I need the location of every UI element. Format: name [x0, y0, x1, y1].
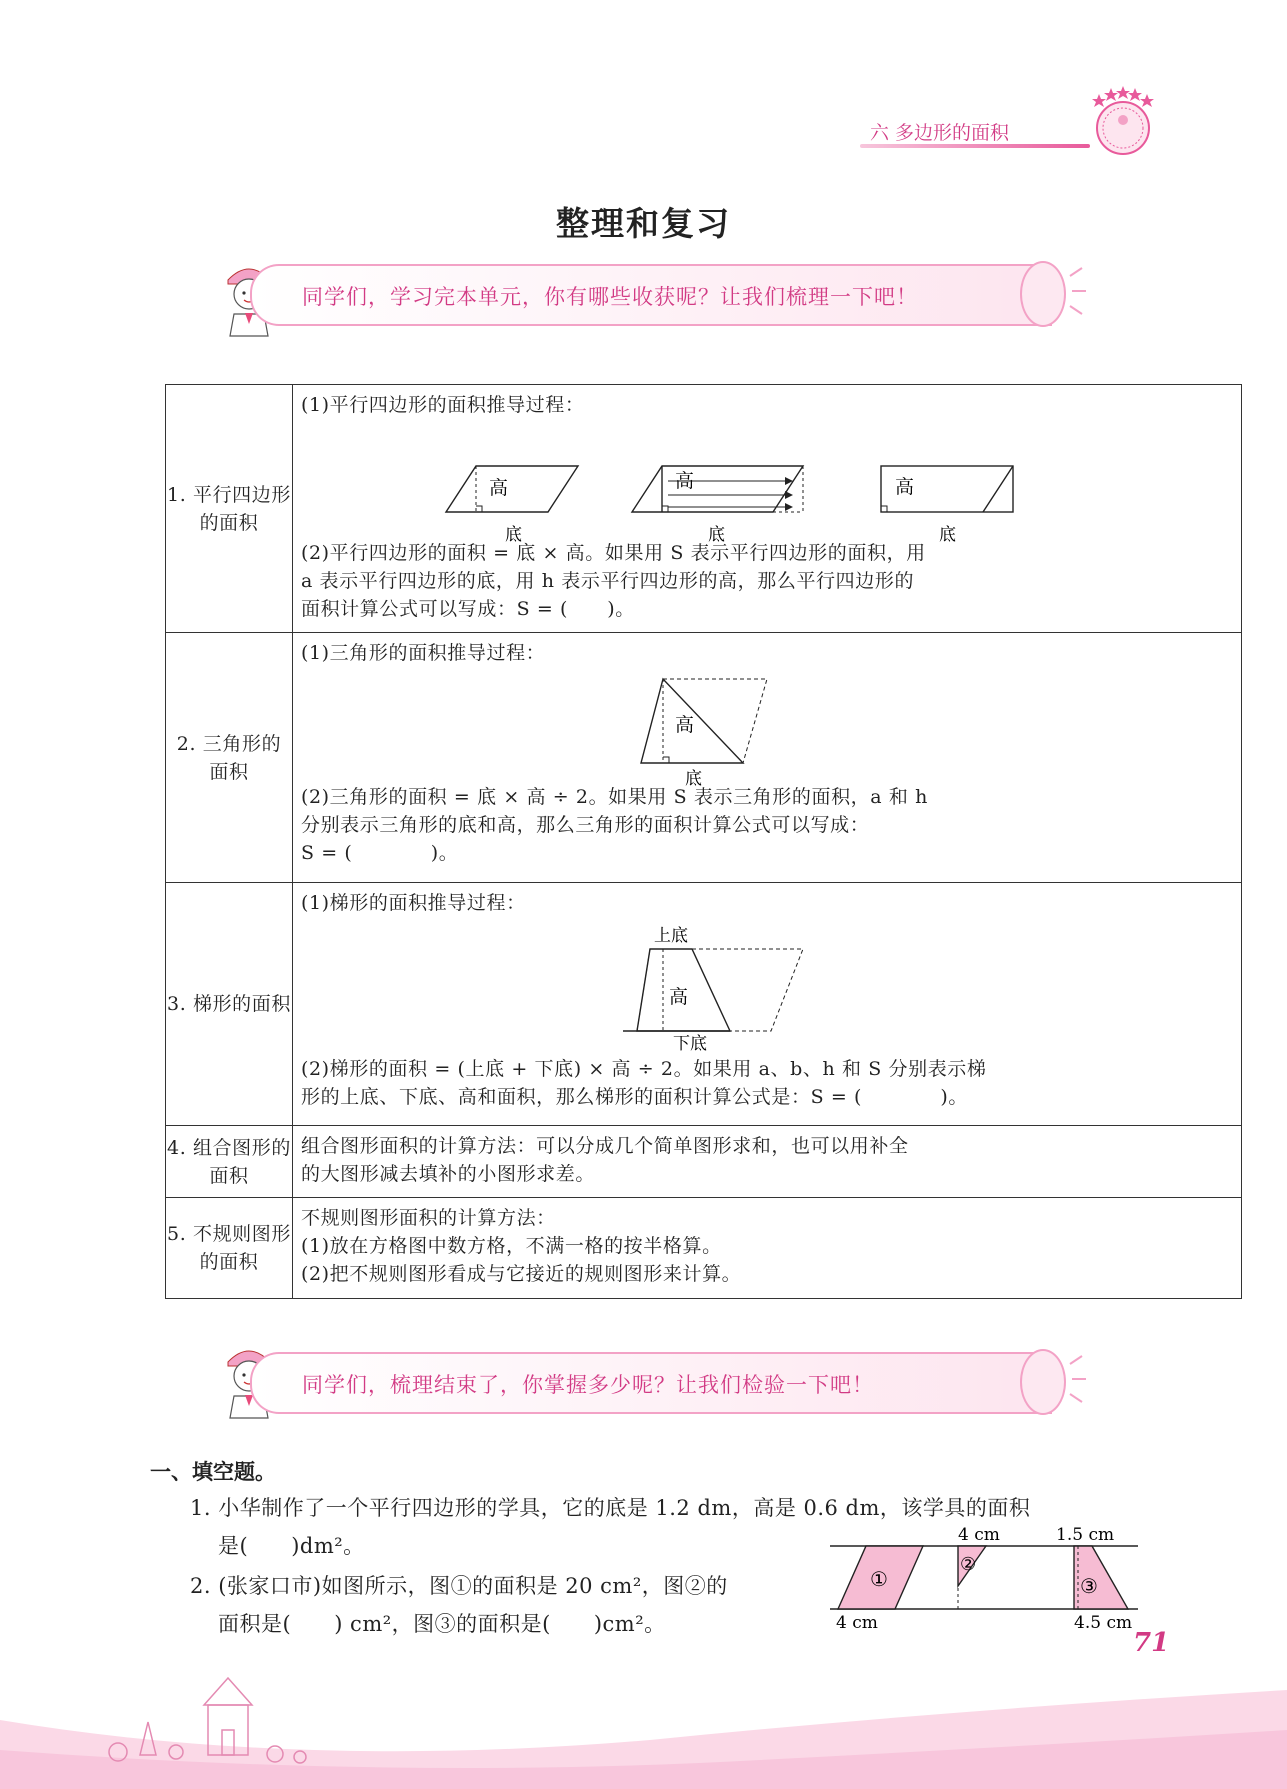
row-content [292, 1126, 1241, 1198]
banner-cap [1020, 1349, 1066, 1415]
row-text: 的大图形减去填补的小图形求差。 [300, 1163, 595, 1185]
review-table [165, 384, 1242, 1299]
fig-label-height: 高 [668, 986, 688, 1008]
table-row [166, 883, 1242, 1126]
fig-top-left-dimension: 4 cm [958, 1525, 1000, 1545]
row-text: (1)平行四边形的面积推导过程： [300, 394, 585, 416]
fig-label-base: 底 [707, 525, 725, 545]
fig-label-base: 底 [504, 525, 522, 545]
row-label-line: 的面积 [199, 511, 259, 534]
intro-banner-text: 同学们，学习完本单元，你有哪些收获呢？让我们梳理一下吧！ [302, 285, 918, 309]
sparkle-icon [1068, 1354, 1088, 1404]
row-text: 组合图形面积的计算方法：可以分成几个简单图形求和，也可以用补全 [300, 1135, 909, 1157]
fig-top-right-dimension: 1.5 cm [1056, 1525, 1115, 1545]
fig-label-height: 高 [488, 477, 508, 499]
banner-cap [1020, 261, 1066, 327]
row-label [166, 1126, 293, 1198]
fig-label-base: 底 [684, 769, 702, 789]
header-divider [860, 144, 1090, 148]
fig-label-bottom-base: 下底 [672, 1034, 707, 1054]
table-row [166, 633, 1242, 883]
shape-label-1: ① [870, 1567, 888, 1591]
row-text: (2)把不规则图形看成与它接近的规则图形来计算。 [300, 1263, 742, 1285]
row-text: (1)放在方格图中数方格，不满一格的按半格算。 [300, 1235, 722, 1257]
question-2-figure [828, 1520, 1148, 1632]
row-text: S = ( )。 [300, 842, 459, 864]
shape-label-3: ③ [1080, 1574, 1098, 1598]
chapter-header: 六 多边形的面积 [870, 122, 1010, 144]
row-label [166, 1198, 293, 1299]
footer-decoration [0, 1660, 1287, 1789]
fig-label-top-base: 上底 [653, 926, 688, 946]
row-label-line: 面积 [209, 760, 249, 783]
row-content [292, 883, 1241, 1126]
sparkle-icon [1068, 266, 1088, 316]
row-label-line: 5. 不规则图形 [167, 1223, 291, 1245]
fig-label-height: 高 [894, 476, 914, 498]
row-content [292, 385, 1241, 633]
row-label-line: 3. 梯形的面积 [167, 993, 291, 1015]
question-1-line: 是( )dm²。 [218, 1534, 365, 1558]
question-2-line: 2. (张家口市)如图所示，图①的面积是 20 cm²，图②的 [190, 1574, 728, 1598]
row-content [292, 633, 1241, 883]
fig-bottom-right-dimension: 4.5 cm [1074, 1613, 1133, 1633]
row-text: (2)三角形的面积 = 底 × 高 ÷ 2。如果用 S 表示三角形的面积，a 和 h [300, 786, 928, 808]
row-text: (1)三角形的面积推导过程： [300, 642, 546, 664]
row-label-line: 1. 平行四边形 [167, 483, 291, 506]
parallelogram-derivation-figure [293, 419, 1233, 545]
check-banner-text: 同学们，梳理结束了，你掌握多少呢？让我们检验一下吧！ [302, 1373, 874, 1397]
row-text: 面积计算公式可以写成：S = ( )。 [300, 598, 635, 620]
row-label [166, 633, 293, 883]
triangle-derivation-figure [293, 667, 1233, 789]
question-2-line: 面积是( ) cm²，图③的面积是( )cm²。 [218, 1612, 666, 1636]
shape-label-2: ② [960, 1554, 977, 1575]
fig-bottom-left-dimension: 4 cm [836, 1613, 878, 1633]
fig-label-height: 高 [674, 714, 694, 736]
row-content [292, 1198, 1241, 1299]
fig-label-base: 底 [938, 525, 956, 545]
row-label [166, 385, 293, 633]
trapezoid-derivation-figure [293, 917, 1233, 1054]
row-label-line: 4. 组合图形的 [167, 1136, 291, 1159]
row-label-line: 2. 三角形的 [176, 732, 282, 755]
table-row [166, 385, 1242, 633]
row-text: a 表示平行四边形的底，用 h 表示平行四边形的高，那么平行四边形的 [300, 570, 915, 592]
row-text: (1)梯形的面积推导过程： [300, 892, 526, 914]
table-row [166, 1198, 1242, 1299]
section-title: 一、填空题。 [150, 1460, 276, 1484]
fig-label-height: 高 [674, 470, 694, 492]
page-title: 整理和复习 [556, 204, 731, 243]
row-text: 形的上底、下底、高和面积，那么梯形的面积计算公式是：S = ( )。 [300, 1086, 969, 1108]
row-label-line: 的面积 [199, 1251, 259, 1273]
row-text: (2)平行四边形的面积 = 底 × 高。如果用 S 表示平行四边形的面积，用 [300, 542, 926, 564]
table-row [166, 1126, 1242, 1198]
row-label [166, 883, 293, 1126]
brand-logo-icon [1085, 84, 1161, 160]
row-text: (2)梯形的面积 = (上底 + 下底) × 高 ÷ 2。如果用 a、b、h 和 S 分别表示梯 [300, 1058, 987, 1080]
row-text: 分别表示三角形的底和高，那么三角形的面积计算公式可以写成： [300, 814, 870, 836]
question-1-line: 1. 小华制作了一个平行四边形的学具，它的底是 1.2 dm，高是 0.6 dm，该学具的面积 [190, 1496, 1031, 1520]
page-number: 71 [1133, 1628, 1170, 1658]
row-label-line: 面积 [209, 1164, 249, 1187]
row-text: 不规则图形面积的计算方法： [300, 1207, 556, 1229]
